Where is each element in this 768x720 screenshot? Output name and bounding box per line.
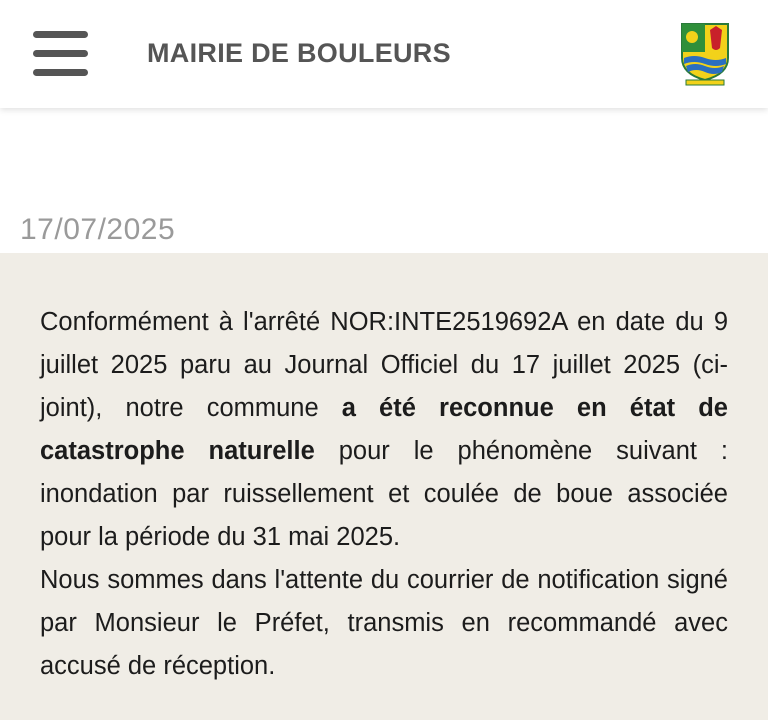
hamburger-menu-icon[interactable]: [33, 30, 89, 78]
site-header: [0, 0, 768, 108]
article-date: 17/07/2025: [20, 213, 176, 246]
paragraph-1-text-end: pour le phénomène suivant : inondation par ruissellement et coulée de boue associée pour la période du 31 mai 2025.: [40, 437, 728, 551]
paragraph-1-text: Conformément à l'arrêté NOR:INTE2519692A en date du 9 juillet 2025 paru au Journal Officiel du 17 juillet 2025 (ci-joint), notre commune: [40, 308, 728, 422]
paragraph-1: [40, 301, 728, 559]
town-coat-of-arms-icon[interactable]: [680, 22, 730, 86]
site-title[interactable]: MAIRIE DE BOULEURS: [147, 38, 451, 68]
article-text: [40, 301, 728, 688]
paragraph-1-emphasis: a été reconnue en état de catastrophe naturelle: [40, 394, 728, 465]
menu-bar: [33, 50, 88, 57]
article-body: [0, 253, 768, 720]
paragraph-2: Nous sommes dans l'attente du courrier de notification signé par Monsieur le Préfet, transmis en recommandé avec accusé de réception.: [40, 566, 728, 680]
menu-bar: [33, 69, 88, 76]
menu-bar: [33, 31, 88, 38]
